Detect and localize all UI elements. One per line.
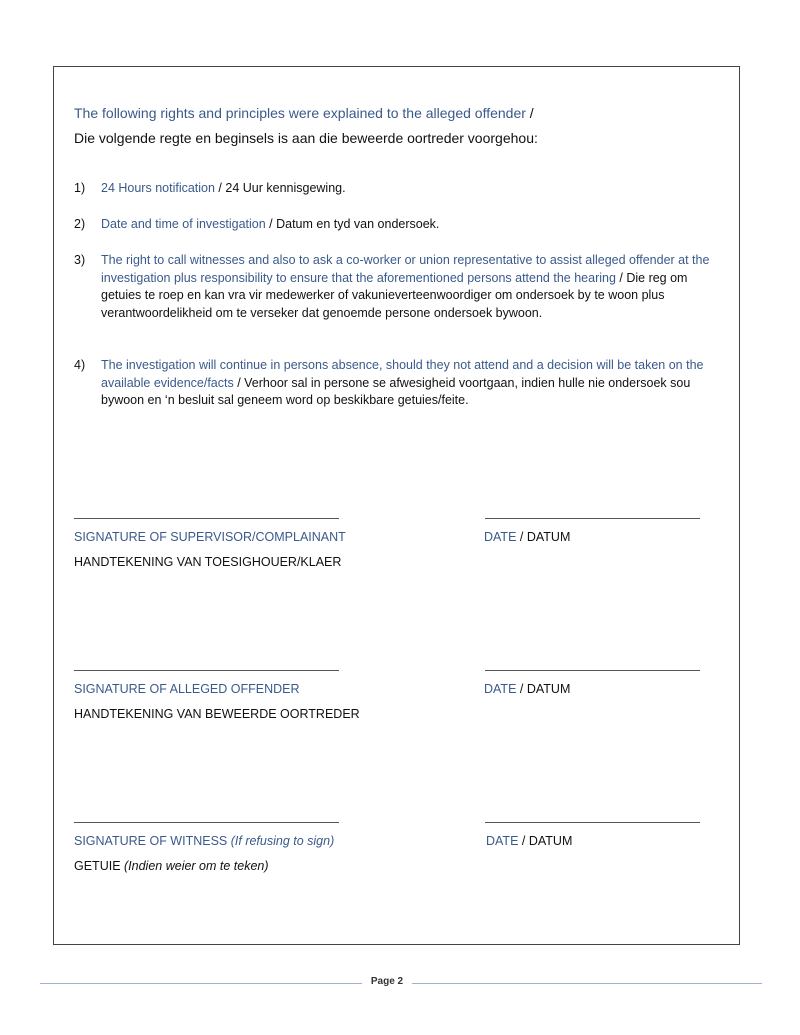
signature-line[interactable]: [74, 822, 339, 823]
label-italic: (Indien weier om te teken): [124, 859, 269, 873]
date-afrikaans: / DATUM: [516, 682, 571, 696]
page-number: Page 2: [370, 976, 404, 987]
date-english: DATE: [484, 682, 517, 696]
item-number: 1): [74, 181, 86, 195]
signature-label-afrikaans: [74, 707, 360, 721]
date-english: DATE: [484, 530, 517, 544]
date-afrikaans: / DATUM: [518, 834, 573, 848]
signature-block-offender: [54, 670, 741, 750]
label-text: SIGNATURE OF WITNESS: [74, 834, 231, 848]
item-afrikaans: / Datum en tyd van ondersoek.: [265, 217, 440, 231]
item-afrikaans: / Die reg om getuies te roep en kan vra vir medewerker of vakunieverteenwoordiger om ondersoek by te woon plus verantwoordelikheid om te verseker dat genoemde persone ondersoek bywoon.: [101, 270, 688, 320]
label-text: HANDTEKENING VAN TOESIGHOUER/KLAER: [74, 555, 342, 569]
item-text: [101, 216, 714, 234]
intro-line-english: [74, 101, 714, 126]
signature-label-english: [74, 682, 300, 696]
date-english: DATE: [486, 834, 519, 848]
label-italic: (If refusing to sign): [230, 834, 335, 848]
signature-label-english: [74, 834, 334, 848]
item-number: 4): [74, 358, 86, 372]
intro-english-text: The following rights and principles were explained to the alleged offender: [74, 105, 526, 121]
date-line[interactable]: [485, 822, 700, 823]
date-label: [484, 530, 570, 544]
item-afrikaans: / 24 Uur kennisgewing.: [214, 181, 346, 195]
item-afrikaans: / Verhoor sal in persone se afwesigheid voortgaan, indien hulle nie ondersoek sou bywoon en ‘n besluit sal geneem word op beskikbare getuies/feite.: [101, 375, 691, 407]
date-line[interactable]: [485, 518, 700, 519]
signature-label-afrikaans: [74, 555, 341, 569]
intro-section: [74, 101, 714, 151]
intro-separator: /: [525, 105, 534, 121]
label-text: SIGNATURE OF SUPERVISOR/COMPLAINANT: [74, 530, 346, 544]
label-text: GETUIE: [74, 859, 125, 873]
signature-line[interactable]: [74, 670, 339, 671]
label-text: SIGNATURE OF ALLEGED OFFENDER: [74, 682, 300, 696]
label-text: HANDTEKENING VAN BEWEERDE OORTREDER: [74, 707, 360, 721]
item-number: 2): [74, 217, 86, 231]
date-afrikaans: / DATUM: [516, 530, 571, 544]
signature-label-english: [74, 530, 346, 544]
item-text: [101, 252, 714, 322]
date-line[interactable]: [485, 670, 700, 671]
date-label: [484, 682, 570, 696]
date-label: [486, 834, 572, 848]
item-text: [101, 357, 714, 410]
signature-block-supervisor: [54, 518, 741, 598]
item-text: [101, 180, 714, 198]
rights-item-2: [74, 216, 714, 234]
rights-item-4: [74, 357, 714, 410]
rights-item-1: [74, 180, 714, 198]
intro-line-afrikaans: Die volgende regte en beginsels is aan die beweerde oortreder voorgehou:: [74, 130, 538, 146]
item-number: 3): [74, 253, 86, 267]
item-english: Date and time of investigation: [101, 217, 266, 231]
signature-line[interactable]: [74, 518, 339, 519]
footer-rule-left: [40, 983, 362, 984]
item-english: 24 Hours notification: [101, 181, 215, 195]
rights-item-3: [74, 252, 714, 322]
signature-block-witness: [54, 822, 741, 902]
item-english: The right to call witnesses and also to ask a co-worker or union representative to assist alleged offender at the investigation plus responsibility to ensure that the aforementioned persons attend the hearing: [101, 253, 710, 285]
item-english: The investigation will continue in persons absence, should they not attend and a decision will be taken on the available evidence/facts: [101, 358, 704, 390]
footer-rule-right: [412, 983, 762, 984]
form-frame: [53, 66, 740, 945]
signature-label-afrikaans: [74, 859, 269, 873]
